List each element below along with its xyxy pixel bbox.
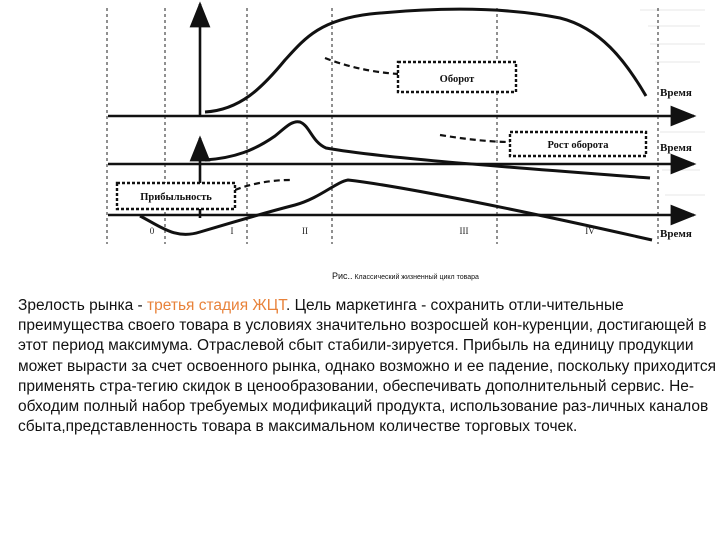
turnover-curve [205,9,646,112]
body-paragraph [18,296,718,437]
product-life-cycle-diagram [0,0,720,260]
highlighted-stage: третья стадия ЖЦТ [147,297,286,314]
growth-connector [440,135,510,142]
section-heading: Зрелость рынка - [18,297,143,314]
turnover-label: Оборот [439,74,475,85]
turnover-connector [325,58,398,74]
figure-caption [332,271,479,281]
profitability-label: Прибыльность [140,192,212,203]
scan-noise [640,10,705,195]
stage-label-0: 0 [149,226,155,236]
caption-text: Классический жизненный цикл товара [352,274,479,281]
paragraph-text: . Цель маркетинга - сохранить отли-чительные преимущества своего товара в условиях значительно возросшей кон-куренции, достигающей в этот период максимума. Отраслевой сбыт стабили-зируется. Прибыль на единицу продукции может вырасти за счет освоенного рынка, однако возможно и ее падение, поскольку приходится применять стра-тегию скидок в ценообразовании, обеспечивать дополнительный сервис. Не-обходим полный набор требуемых модификаций продукта, использование раз-личных каналов сбыта,представленность товара в максимальном количестве торговых точек. [18,297,716,436]
stage-label-3: III [459,226,469,236]
time-label-1: Время [660,87,692,99]
stage-label-4: IV [585,226,595,236]
stage-label-1: I [230,226,234,236]
caption-lead: Рис.. [332,271,353,281]
profitability-connector [235,180,290,190]
time-label-3: Время [660,228,692,240]
time-label-2: Время [660,142,692,154]
turnover-growth-label: Рост оборота [547,140,609,151]
stage-label-2: II [302,226,308,236]
